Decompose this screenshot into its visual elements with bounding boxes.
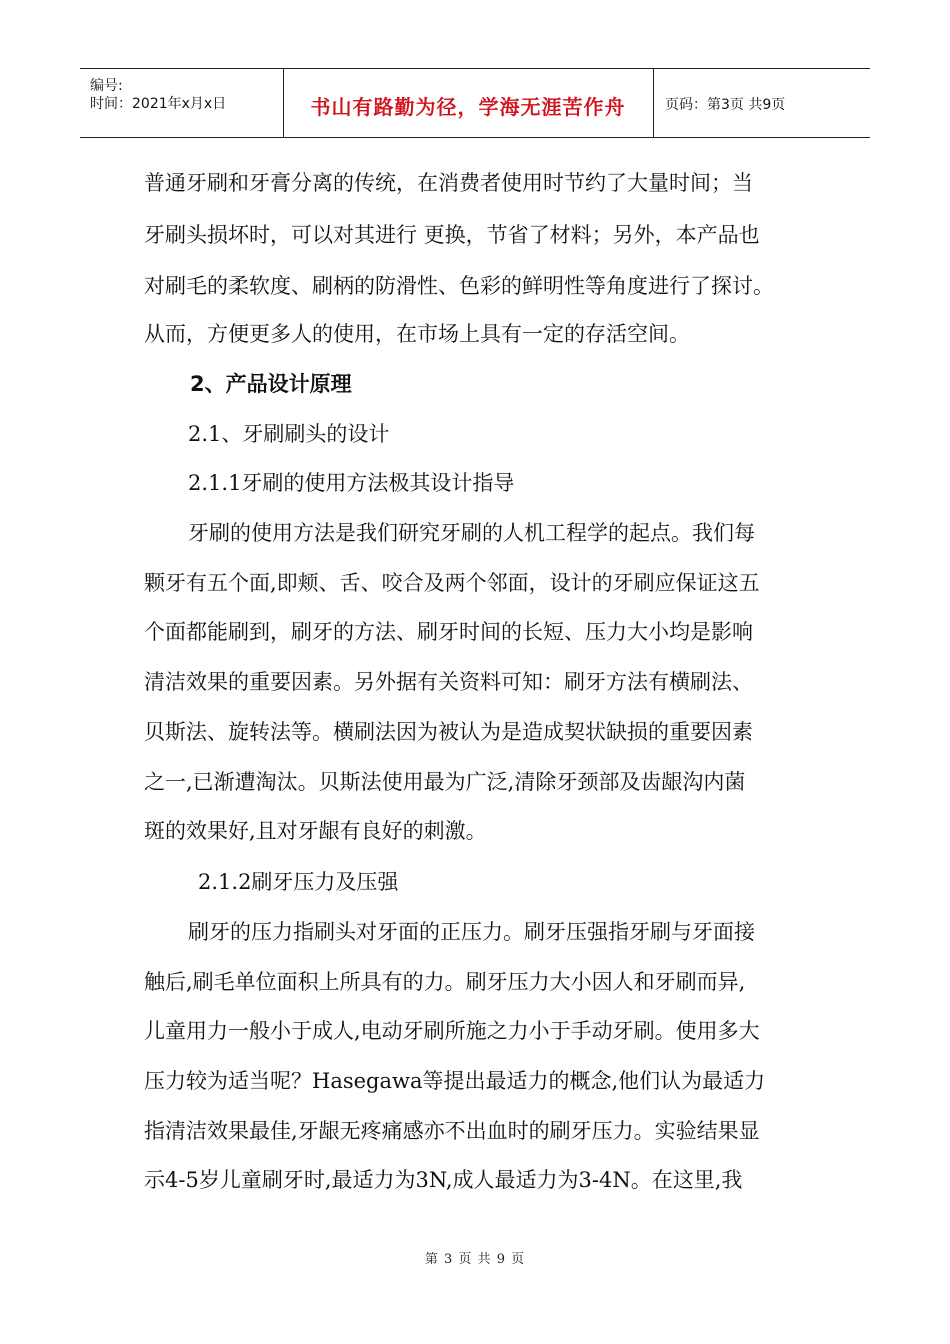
paragraph-line: 对刷毛的柔软度、刷柄的防滑性、色彩的鲜明性等角度进行了探讨。 bbox=[144, 274, 774, 298]
paragraph-line: 指清洁效果最佳,牙龈无疼痛感亦不出血时的刷牙压力。实验结果显 bbox=[144, 1119, 760, 1143]
paragraph-line: 从而，方便更多人的使用，在市场上具有一定的存活空间。 bbox=[144, 322, 690, 346]
paragraph-line: 示4-5岁儿童刷牙时,最适力为3N,成人最适力为3-4N。在这里,我 bbox=[144, 1168, 743, 1192]
header-meta-cell bbox=[80, 69, 284, 137]
paragraph-line: 贝斯法、旋转法等。横刷法因为被认为是造成契状缺损的重要因素 bbox=[144, 720, 753, 744]
document-number-label: 编号: bbox=[90, 78, 123, 94]
paragraph-line: 触后,刷毛单位面积上所具有的力。刷牙压力大小因人和牙刷而异, bbox=[144, 970, 746, 994]
header-motto: 书山有路勤为径，学海无涯苦作舟 bbox=[310, 95, 626, 119]
paragraph-line: 压力较为适当呢？Hasegawa等提出最适力的概念,他们认为最适力 bbox=[144, 1069, 766, 1093]
page-header bbox=[80, 68, 870, 138]
paragraph-line: 普通牙刷和牙膏分离的传统，在消费者使用时节约了大量时间；当 bbox=[144, 171, 753, 195]
header-page-cell bbox=[653, 69, 870, 137]
page-footer: 第 3 页 共 9 页 bbox=[424, 1252, 526, 1267]
paragraph-line: 个面都能刷到，刷牙的方法、刷牙时间的长短、压力大小均是影响 bbox=[144, 620, 753, 644]
subsection-heading: 2.1.2刷牙压力及压强 bbox=[198, 870, 399, 894]
header-page-number: 页码：第3页 共9页 bbox=[665, 97, 786, 113]
section-heading: 2、产品设计原理 bbox=[190, 372, 352, 396]
paragraph-line: 刷牙的压力指刷头对牙面的正压力。刷牙压强指牙刷与牙面接 bbox=[188, 920, 755, 944]
document-date-label: 时间：2021年x月x日 bbox=[90, 96, 227, 112]
paragraph-line: 清洁效果的重要因素。另外据有关资料可知：刷牙方法有横刷法、 bbox=[144, 670, 753, 694]
paragraph-line: 牙刷的使用方法是我们研究牙刷的人机工程学的起点。我们每 bbox=[188, 521, 755, 545]
paragraph-line: 儿童用力一般小于成人,电动牙刷所施之力小于手动牙刷。使用多大 bbox=[144, 1019, 760, 1043]
header-motto-cell bbox=[283, 69, 654, 137]
paragraph-line: 牙刷头损坏时，可以对其进行 更换，节省了材料；另外，本产品也 bbox=[144, 223, 760, 247]
subsection-heading: 2.1.1牙刷的使用方法极其设计指导 bbox=[188, 471, 515, 495]
paragraph-line: 颗牙有五个面,即颊、舌、咬合及两个邻面，设计的牙刷应保证这五 bbox=[144, 571, 760, 595]
subsection-heading: 2.1、牙刷刷头的设计 bbox=[188, 422, 390, 446]
paragraph-line: 斑的效果好,且对牙龈有良好的刺激。 bbox=[144, 819, 487, 843]
paragraph-line: 之一,已渐遭淘汰。贝斯法使用最为广泛,清除牙颈部及齿龈沟内菌 bbox=[144, 770, 746, 794]
